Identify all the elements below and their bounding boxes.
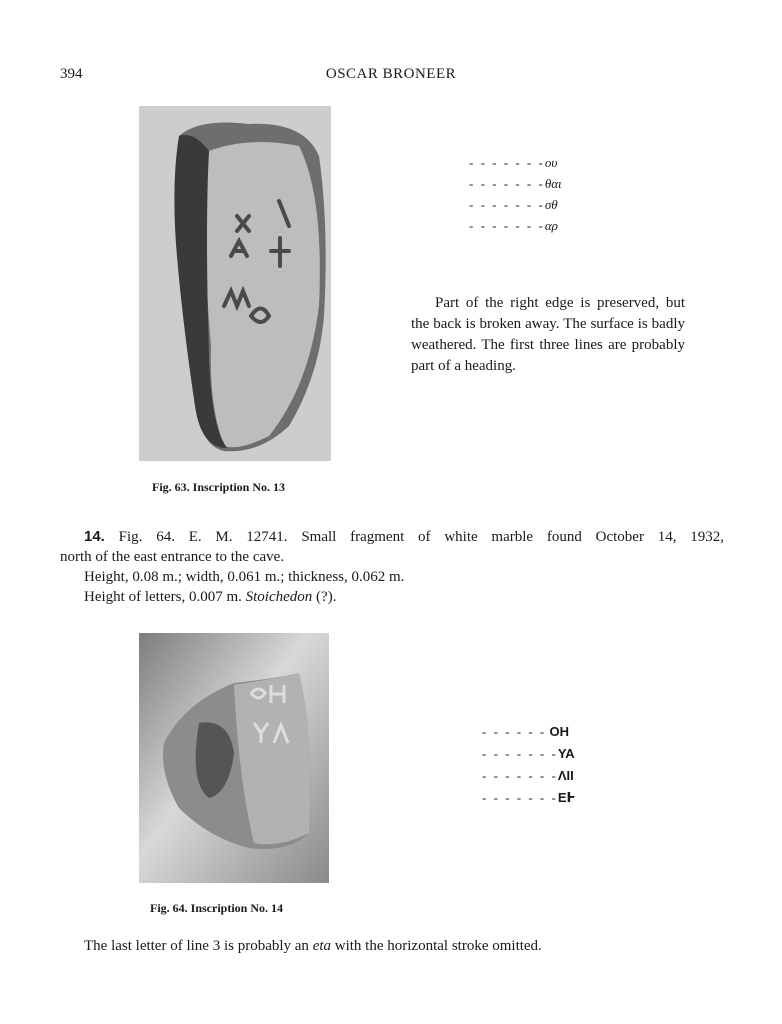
closing-prefix: The last letter of line 3 is probably an bbox=[84, 938, 313, 954]
fig63-transcription bbox=[469, 152, 562, 236]
greek-letters: αρ bbox=[544, 218, 558, 233]
transcription-line bbox=[482, 743, 576, 765]
capital-letters: ΛΙΙ bbox=[557, 768, 574, 783]
capital-letters: ΕͰ bbox=[557, 790, 576, 805]
entry-line-4-italic: Stoichedon bbox=[245, 589, 313, 605]
transcription-line bbox=[482, 787, 576, 809]
capital-letters: OH bbox=[549, 724, 569, 739]
fig64-transcription bbox=[482, 721, 576, 809]
fig63-stone-image bbox=[139, 106, 331, 461]
fig64-stone-image bbox=[139, 633, 329, 883]
entry-line-2: north of the east entrance to the cave. bbox=[60, 549, 285, 565]
entry-number: 14. bbox=[84, 528, 105, 545]
fig63-description bbox=[411, 293, 685, 377]
closing-suffix: with the horizontal stroke omitted. bbox=[331, 938, 542, 954]
entry-line-4-prefix: Height of letters, 0.007 m. bbox=[84, 589, 242, 605]
fig64-photo bbox=[139, 633, 329, 883]
entry-line-1-text: Fig. 64. E. M. 12741. Small fragment of white marble found October 14, 1932, bbox=[118, 529, 725, 545]
entry-line-1 bbox=[60, 527, 724, 547]
dashes: - - - - - - - bbox=[482, 746, 558, 761]
fig63-photo bbox=[139, 106, 331, 461]
transcription-line bbox=[469, 194, 562, 215]
running-head: OSCAR BRONEER bbox=[325, 66, 457, 82]
transcription-line bbox=[469, 152, 562, 173]
entry-line-3: Height, 0.08 m.; width, 0.061 m.; thickness, 0.062 m. bbox=[84, 569, 405, 585]
capital-letters: ΥΑ bbox=[557, 746, 575, 761]
entry-line-4 bbox=[60, 587, 724, 607]
dashes: - - - - - - - bbox=[469, 155, 545, 170]
entry-14 bbox=[60, 527, 724, 607]
fig64-caption: Fig. 64. Inscription No. 14 bbox=[150, 901, 284, 915]
transcription-line bbox=[469, 215, 562, 236]
dashes: - - - - - - - bbox=[469, 197, 545, 212]
entry-line-4-suffix: (?). bbox=[312, 589, 337, 605]
transcription-line bbox=[469, 173, 562, 194]
closing-paragraph bbox=[84, 938, 542, 955]
description-text: Part of the right edge is preserved, but the back is broken away. The surface is badly weathered. The first three lines are probably part of a heading. bbox=[411, 295, 685, 374]
dashes: - - - - - - - bbox=[469, 176, 545, 191]
dashes: - - - - - - bbox=[482, 724, 547, 739]
dashes: - - - - - - - bbox=[469, 218, 545, 233]
closing-italic: eta bbox=[312, 938, 332, 954]
greek-letters: σθ bbox=[544, 197, 558, 212]
dashes: - - - - - - - bbox=[482, 768, 558, 783]
fig63-caption: Fig. 63. Inscription No. 13 bbox=[152, 480, 286, 494]
dashes: - - - - - - - bbox=[482, 790, 558, 805]
greek-letters: ου bbox=[544, 155, 558, 170]
transcription-line bbox=[482, 765, 576, 787]
page-number: 394 bbox=[60, 66, 83, 82]
greek-letters: θαι bbox=[544, 176, 562, 191]
transcription-line bbox=[482, 721, 576, 743]
